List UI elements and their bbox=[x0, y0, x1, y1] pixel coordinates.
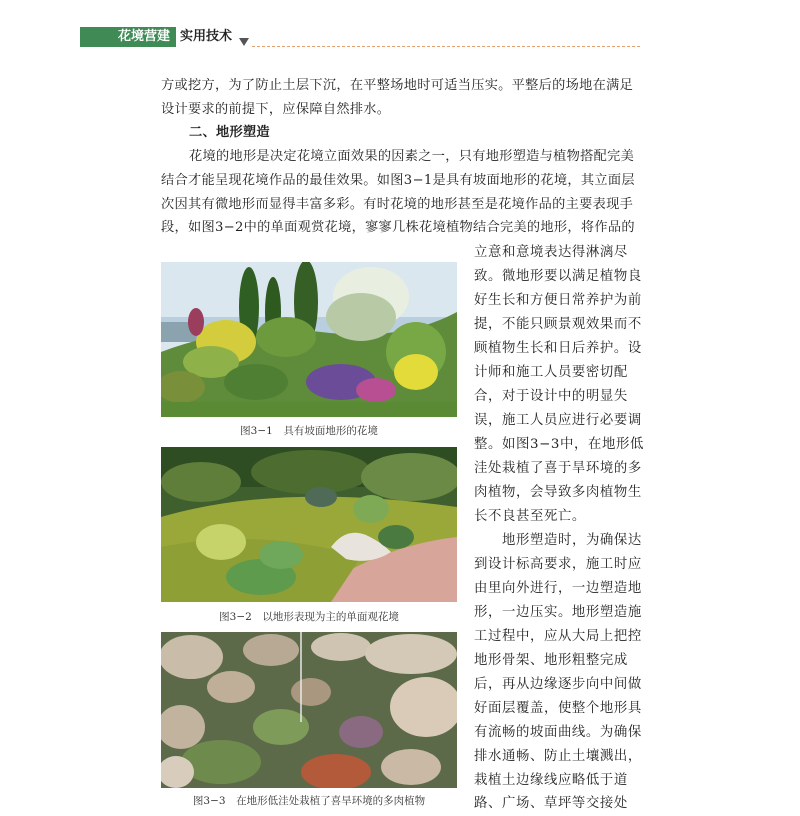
body-line: 段，如图3−2中的单面观赏花境，寥寥几株花境植物结合完美的地形，将作品的 bbox=[161, 220, 635, 235]
side-line: 好面层覆盖，使整个地形具 bbox=[474, 701, 642, 716]
body-line: 结合才能呈现花境作品的最佳效果。如图3−1是具有坡面地形的花境，其立面层 bbox=[161, 173, 635, 188]
side-line: 排水通畅、防止土壤溅出， bbox=[474, 749, 642, 764]
side-line: 好生长和方便日常养护为前 bbox=[474, 293, 642, 308]
side-line: 计师和施工人员要密切配 bbox=[474, 365, 628, 380]
side-line: 顾植物生长和日后养护。设 bbox=[474, 341, 642, 356]
side-line: 路、广场、草坪等交接处 bbox=[474, 796, 628, 811]
header-tag: 花境营建 bbox=[80, 27, 176, 47]
side-line: 有流畅的坡面曲线。为确保 bbox=[474, 725, 642, 740]
body-line: 设计要求的前提下，应保障自然排水。 bbox=[161, 102, 391, 117]
running-header bbox=[80, 27, 640, 49]
side-line: 到设计标高要求，施工时应 bbox=[474, 557, 642, 572]
body-line: 花境的地形是决定花境立面效果的因素之一，只有地形塑造与植物搭配完美 bbox=[189, 149, 635, 164]
figure-3-2-caption: 图3−2 以地形表现为主的单面观花境 bbox=[219, 611, 399, 623]
side-line: 洼处栽植了喜于旱环境的多 bbox=[474, 461, 642, 476]
side-line: 由里向外进行，一边塑造地 bbox=[474, 581, 642, 596]
side-line: 地形骨架、地形粗整完成 bbox=[474, 653, 628, 668]
side-line: 后，再从边缘逐步向中间做 bbox=[474, 677, 642, 692]
side-line: 整。如图3−3中，在地形低 bbox=[474, 437, 644, 452]
figure-3-3-caption: 图3−3 在地形低洼处栽植了喜旱环境的多肉植物 bbox=[192, 795, 426, 807]
header-title: 实用技术 bbox=[180, 29, 233, 44]
side-line: 栽植土边缘线应略低于道 bbox=[474, 773, 628, 788]
header-divider bbox=[252, 46, 640, 47]
figure-3-3-photo bbox=[161, 632, 457, 788]
side-line: 合，对于设计中的明显失 bbox=[474, 389, 628, 404]
side-line: 致。微地形要以满足植物良 bbox=[474, 269, 642, 284]
section-heading: 二、地形塑造 bbox=[189, 125, 270, 140]
figure-3-1-photo bbox=[161, 262, 457, 417]
side-line: 肉植物，会导致多肉植物生 bbox=[474, 485, 642, 500]
side-line: 长不良甚至死亡。 bbox=[474, 509, 586, 524]
body-line: 方或挖方，为了防止土层下沉，在平整场地时可适当压实。平整后的场地在满足 bbox=[161, 78, 634, 93]
side-line: 提，不能只顾景观效果而不 bbox=[474, 317, 642, 332]
side-line: 误，施工人员应进行必要调 bbox=[474, 413, 642, 428]
body-line: 次因其有微地形而显得丰富多彩。有时花境的地形甚至是花境作品的主要表现手 bbox=[161, 197, 634, 212]
figure-3-2-photo bbox=[161, 447, 457, 602]
side-line: 工过程中，应从大局上把控 bbox=[474, 629, 642, 644]
side-line: 立意和意境表达得淋漓尽 bbox=[474, 245, 628, 260]
side-line: 形，一边压实。地形塑造施 bbox=[474, 605, 642, 620]
triangle-marker-icon bbox=[239, 38, 249, 46]
side-line: 地形塑造时，为确保达 bbox=[502, 533, 642, 548]
figure-3-1-caption: 图3−1 具有坡面地形的花境 bbox=[240, 425, 378, 437]
